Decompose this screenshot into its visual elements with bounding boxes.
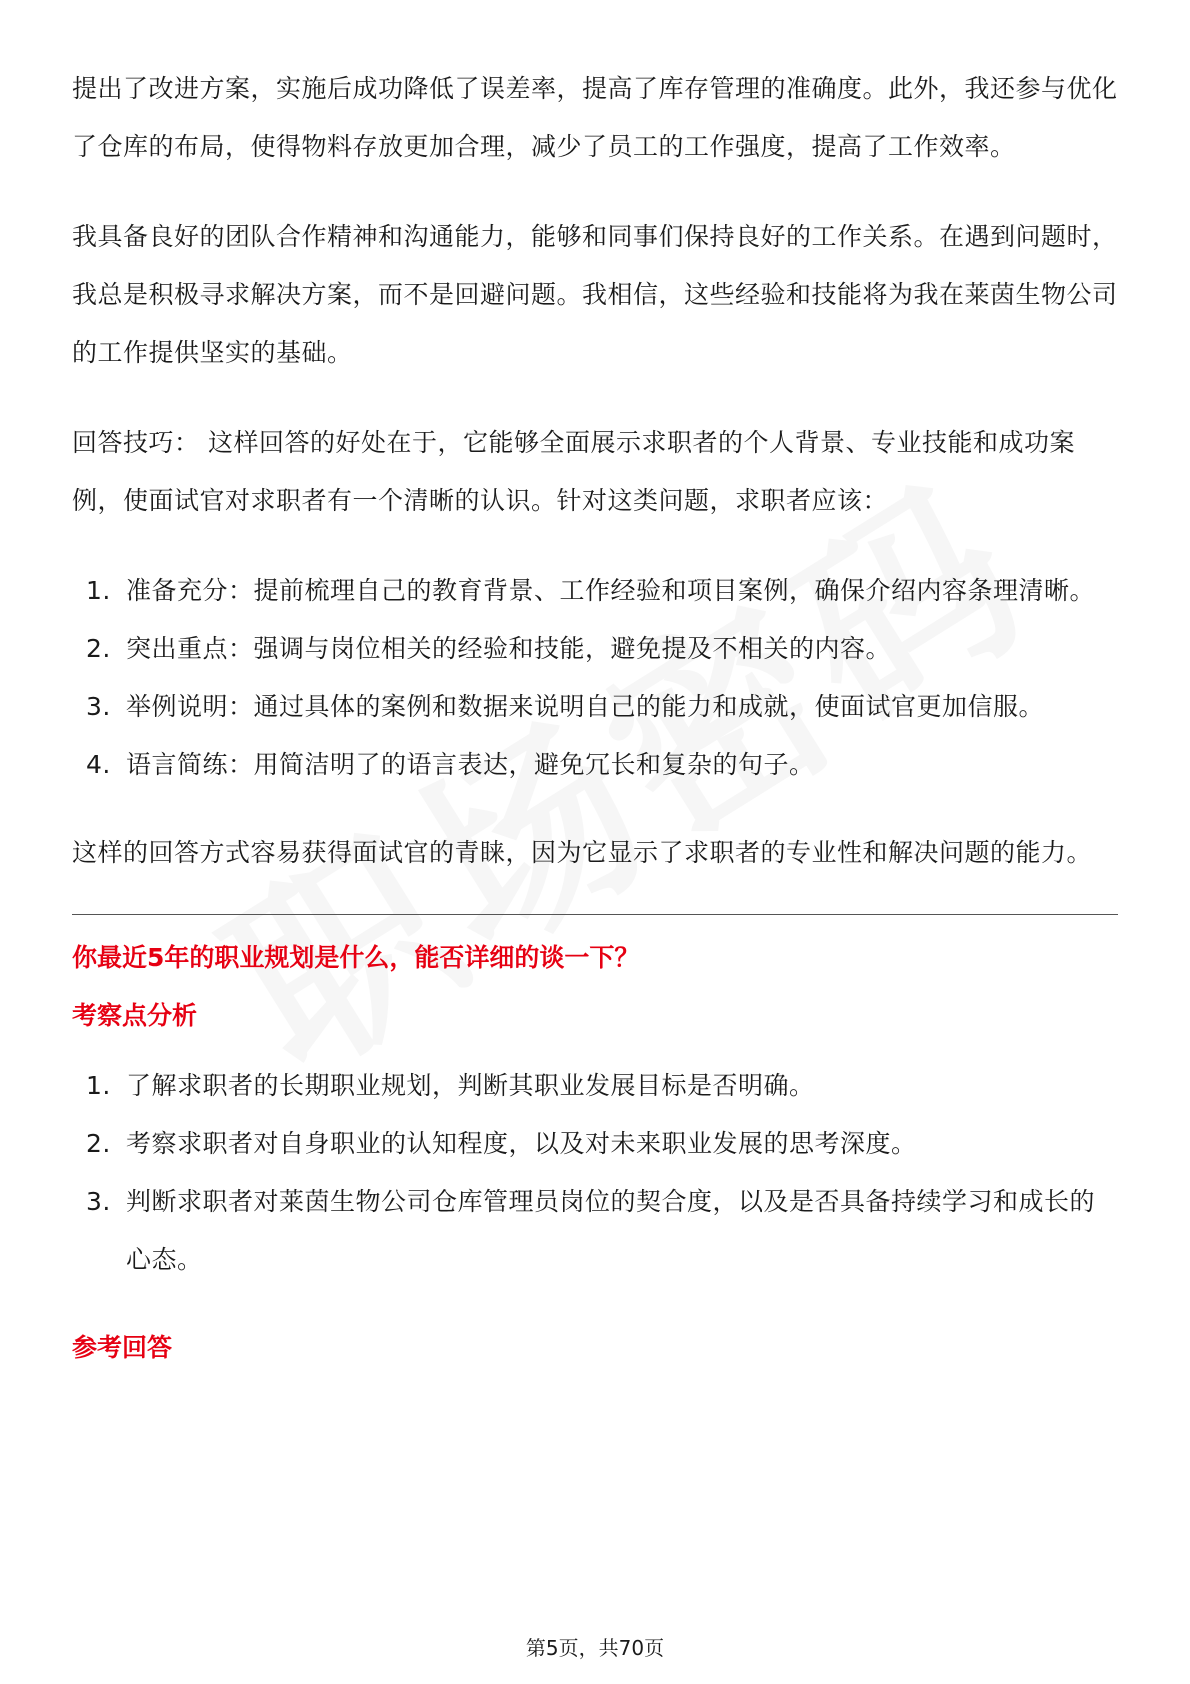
list-item-text: 准备充分：提前梳理自己的教育背景、工作经验和项目案例，确保介绍内容条理清晰。	[126, 576, 1096, 605]
list-item-text: 了解求职者的长期职业规划，判断其职业发展目标是否明确。	[126, 1071, 815, 1100]
list-item-text: 判断求职者对莱茵生物公司仓库管理员岗位的契合度，以及是否具备持续学习和成长的心态。	[126, 1187, 1096, 1274]
section-divider	[72, 914, 1118, 915]
list-item	[72, 620, 1118, 678]
question-title: 你最近5年的职业规划是什么，能否详细的谈一下？	[72, 943, 640, 972]
list-item	[72, 736, 1118, 794]
answer-heading: 参考回答	[72, 1333, 173, 1362]
page-content	[72, 60, 1118, 1389]
list-number: 1.	[86, 1071, 111, 1100]
list-item-text: 语言简练：用简洁明了的语言表达，避免冗长和复杂的句子。	[126, 750, 815, 779]
list-item-text: 突出重点：强调与岗位相关的经验和技能，避免提及不相关的内容。	[126, 634, 892, 663]
list-item-text: 考察求职者对自身职业的认知程度，以及对未来职业发展的思考深度。	[126, 1129, 917, 1158]
list-number: 1.	[86, 576, 111, 605]
list-item-text: 举例说明：通过具体的案例和数据来说明自己的能力和成就，使面试官更加信服。	[126, 692, 1045, 721]
list-item	[72, 1057, 1118, 1115]
closing-paragraph: 这样的回答方式容易获得面试官的青睐，因为它显示了求职者的专业性和解决问题的能力。	[72, 838, 1093, 867]
list-number: 3.	[86, 692, 111, 721]
answer-tips-paragraph: 回答技巧： 这样回答的好处在于，它能够全面展示求职者的个人背景、专业技能和成功案例，使面试官对求职者有一个清晰的认识。针对这类问题，求职者应该：	[72, 428, 1075, 515]
list-number: 2.	[86, 634, 111, 663]
list-item	[72, 1173, 1118, 1289]
paragraph: 提出了改进方案，实施后成功降低了误差率，提高了库存管理的准确度。此外，我还参与优化了仓库的布局，使得物料存放更加合理，减少了员工的工作强度，提高了工作效率。	[72, 74, 1118, 161]
list-number: 3.	[86, 1187, 111, 1216]
list-number: 2.	[86, 1129, 111, 1158]
paragraph: 我具备良好的团队合作精神和沟通能力，能够和同事们保持良好的工作关系。在遇到问题时，我总是积极寻求解决方案，而不是回避问题。我相信，这些经验和技能将为我在莱茵生物公司的工作提供坚实的基础。	[72, 222, 1118, 367]
list-number: 4.	[86, 750, 111, 779]
list-item	[72, 1115, 1118, 1173]
analysis-heading: 考察点分析	[72, 1001, 198, 1030]
list-item	[72, 678, 1118, 736]
page-number: 第5页，共70页	[525, 1636, 665, 1660]
tips-list	[72, 562, 1118, 794]
analysis-list	[72, 1057, 1118, 1289]
list-item	[72, 562, 1118, 620]
